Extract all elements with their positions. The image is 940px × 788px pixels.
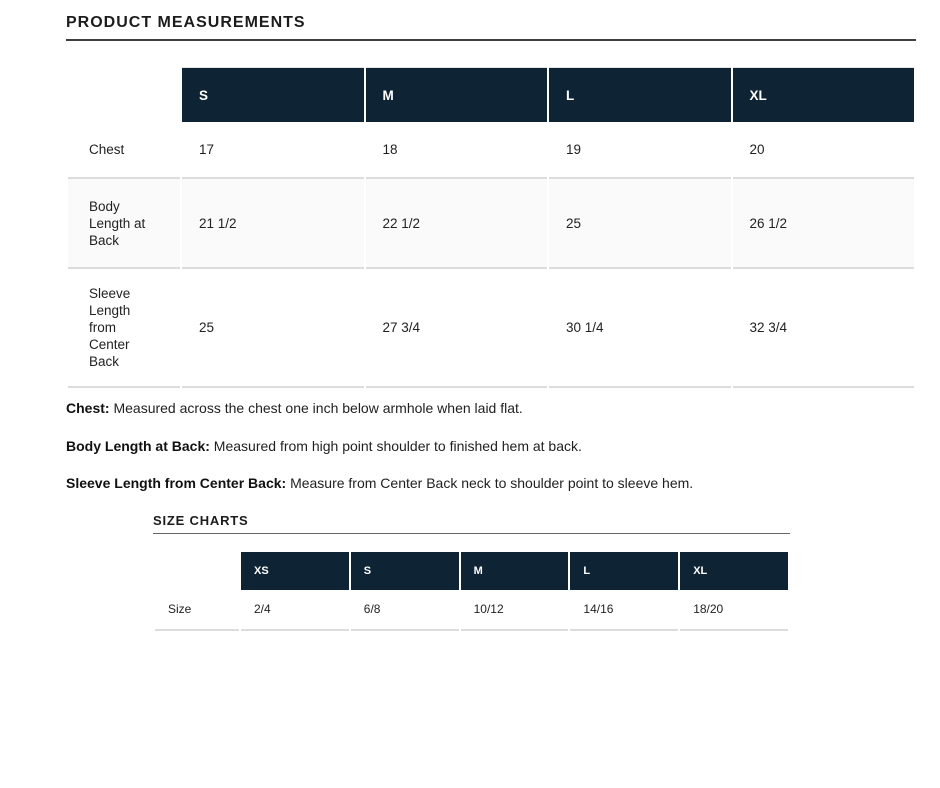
measurement-value: 20: [749, 142, 765, 157]
table-row-size: [155, 590, 788, 631]
footnote-text: Measure from Center Back neck to shoulder point to sleeve hem.: [290, 475, 694, 491]
size-value: 10/12: [461, 590, 569, 631]
column-header-xl: XL: [680, 552, 788, 590]
column-header-m: M: [461, 552, 569, 590]
measurement-value: 21 1/2: [182, 177, 364, 267]
header-spacer-cell: [68, 67, 180, 122]
size-charts-header-row: [155, 552, 788, 590]
table-row-body-length: [68, 177, 914, 267]
size-value: 6/8: [351, 590, 459, 631]
measurement-value: 26 1/2: [733, 177, 915, 267]
measurements-header-row: [68, 67, 914, 122]
measurement-value: 25: [182, 267, 364, 388]
column-header-l: L: [570, 552, 678, 590]
measurement-value: 17: [199, 142, 215, 157]
size-value: 14/16: [570, 590, 678, 631]
measurements-table: [66, 67, 916, 388]
size-charts-title: SIZE CHARTS: [153, 513, 790, 534]
footnote-term: Chest:: [66, 400, 110, 416]
column-header-s: S: [182, 67, 364, 122]
product-measurements-title: PRODUCT MEASUREMENTS: [66, 14, 916, 41]
product-measurements-section: [66, 14, 916, 388]
row-label: Chest: [89, 142, 125, 157]
measurement-value: 18: [382, 142, 398, 157]
size-charts-table: [153, 552, 790, 631]
column-header-xs: XS: [241, 552, 349, 590]
measurement-value: 22 1/2: [366, 177, 548, 267]
table-row-chest: [68, 122, 914, 177]
column-header-m: M: [366, 67, 548, 122]
row-label: Sleeve Length from Center Back: [68, 267, 180, 388]
column-header-s: S: [351, 552, 459, 590]
header-spacer-cell: [155, 552, 239, 590]
footnote-chest: [66, 400, 916, 418]
measurement-value: 27 3/4: [366, 267, 548, 388]
column-header-xl: XL: [733, 67, 915, 122]
measurement-definitions: [66, 400, 916, 493]
size-value: 18/20: [680, 590, 788, 631]
size-charts-section: [153, 513, 790, 631]
footnote-text: Measured across the chest one inch below armhole when laid flat.: [113, 400, 523, 416]
row-label: Size: [155, 590, 239, 631]
size-value: 2/4: [241, 590, 349, 631]
measurement-value: 32 3/4: [733, 267, 915, 388]
footnote-term: Body Length at Back:: [66, 437, 210, 454]
footnote-text: Measured from high point shoulder to finished hem at back.: [213, 437, 582, 454]
measurement-value: 25: [549, 177, 731, 267]
measurement-value: 19: [566, 142, 582, 157]
footnote-body-length: [66, 438, 916, 456]
measurement-value: 30 1/4: [549, 267, 731, 388]
row-label: Body Length at Back: [68, 177, 180, 267]
footnote-term: Sleeve Length from Center Back:: [66, 475, 287, 491]
column-header-l: L: [549, 67, 731, 122]
footnote-sleeve-length: [66, 475, 916, 493]
table-row-sleeve-length: [68, 267, 914, 388]
